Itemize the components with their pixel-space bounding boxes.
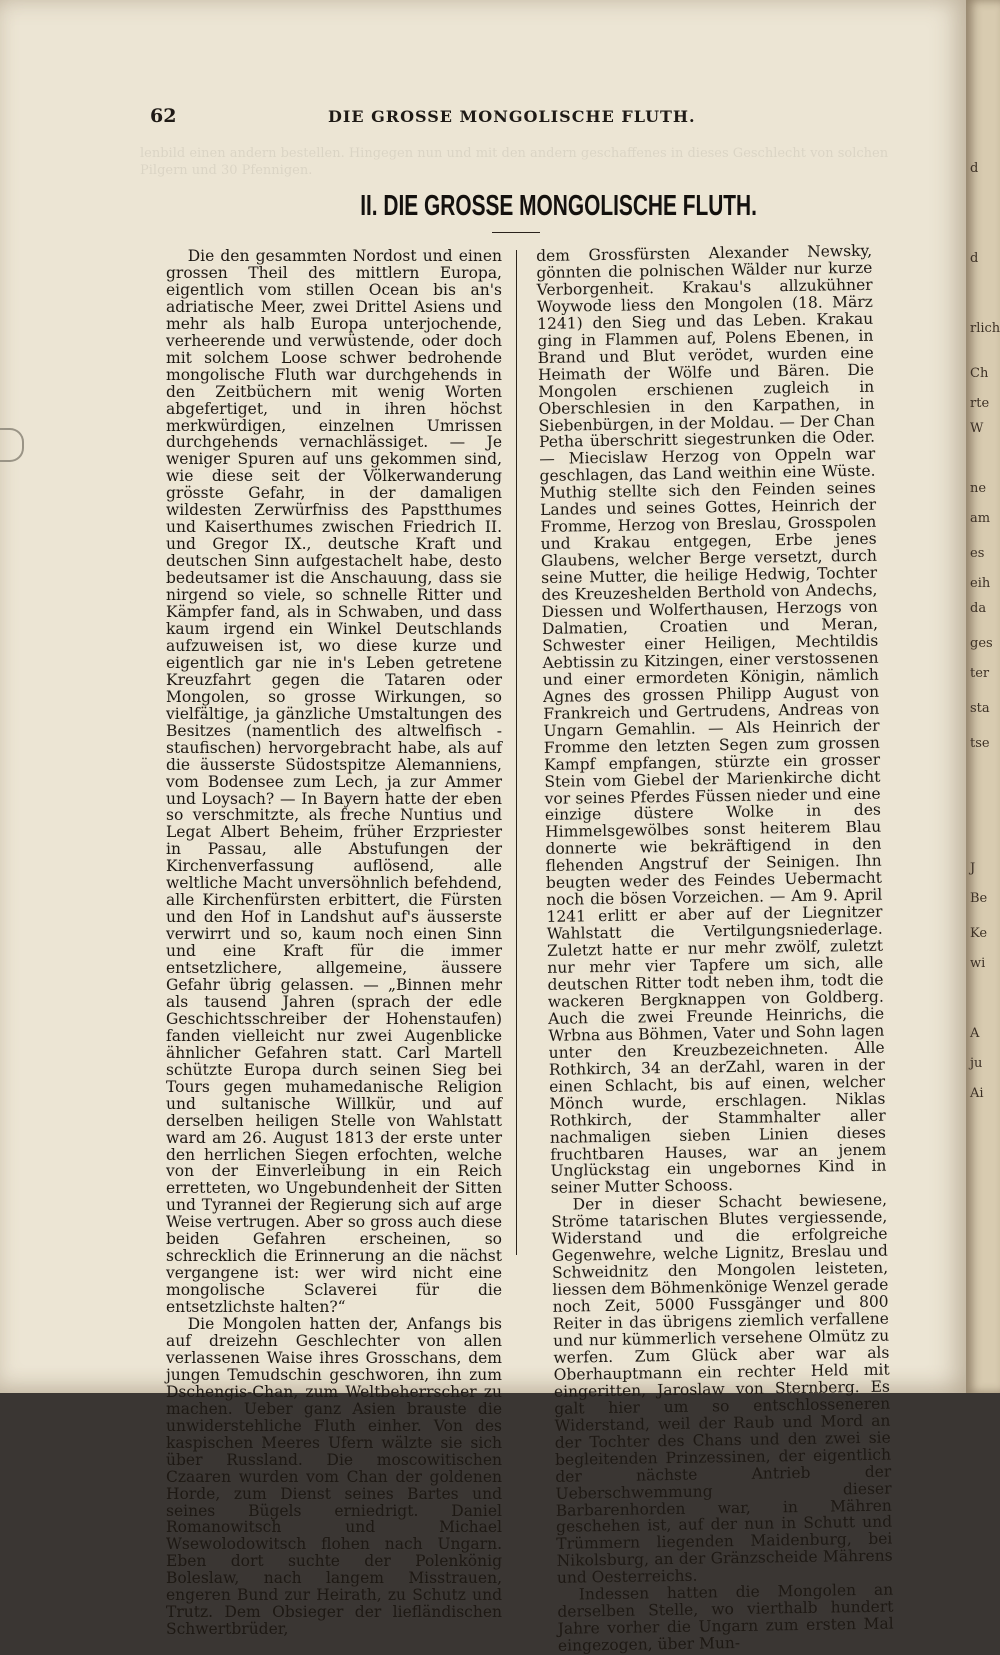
title-rule [492,232,540,233]
binding-clip-shadow [0,428,24,462]
paragraph: Indessen hatten die Mongolen an derselben Stelle, wo vierthalb hundert Jahre vorher die Ungarn zum ersten Mal eingezogen, über Mun- [557,1580,894,1655]
paragraph: dem Grossfürsten Alexander Newsky, gönnten die polnischen Wälder nur kurze Verborgenheit. Krakau's allzukühner Woywode liess den Mongolen (18. März 1241) den Sieg und das Leben. Krakau ging in Flammen auf, Polens Ebenen, in Brand und Blut verödet, wurden eine Heimath der Wölfe und Bären. Die Mongolen erschienen zugleich in Oberschlesien in den Karpathen, in Siebenbürgen, in der Moldau. — Der Chan Petha überschritt siegestrunken die Oder. — Miecislaw Herzog von Oppeln war geschlagen, das Land weithin eine Wüste. Muthig stellte sich den Feinden seines Landes und seines Gottes, Heinrich der Fromme, Herzog von Breslau, Grosspolen und Krakau entgegen, Erbe jenes Glaubens, welcher Berge versetzt, durch seine Mutter, die heilige Hedwig, Tochter des Kreuzeshelden Berthold von Andechs, Diessen und Wolferthausen, Herzogs von Dalmatien, Croatien und Meran, Schwester einer Heiligen, Mechtildis Aebtissin zu Kitzingen, einer verstossenen und einer ermordeten Königin, nämlich Agnes des grossen Philipp August von Frankreich und Gertrudens, Andreas von Ungarn Gemahlin. — Als Heinrich der Fromme den letzten Segen zum grossen Kampf empfangen, stürzte ein grosser Stein vom Giebel der Marienkirche dicht vor seines Pferdes Füssen nieder und eine einzige düstere Wolke in des Himmelsgewölbes sonst heiterem Blau donnerte wie bekräftigend in den flehenden Angstruf der Seinigen. Ihn beugten weder des Feindes Uebermacht noch die bösen Vorzeichen. — Am 9. April 1241 erlitt er aber auf der Liegnitzer Wahlstatt die Vertilgungsniederlage. Zuletzt hatte er nur mehr zwölf, zuletzt nur mehr vier Tapfere um sich, alle deutschen Ritter todt neben ihm, todt die wackeren Bergknappen von Goldberg. Auch die zwei Freunde Heinrichs, die Wrbna aus Böhmen, Vater und Sohn lagen unter den Kreuzbezeichneten. Alle Rothkirch, 34 an derZahl, waren in der einen Schlacht, bis auf einen, welcher Mönch wurde, erschlagen. Niklas Rothkirch, der Stammhalter aller nachmaligen sieben Linien dieses fruchtbaren Hauses, war an jenem Unglückstag ein ungebornes Kind in seiner Mutter Schooss. [535,241,887,1198]
edge-fragment: Ke [970,926,988,941]
edge-fragment: Ai [970,1086,984,1101]
chapter-title: II. DIE GROSSE MONGOLISCHE FLUTH. [360,190,757,222]
edge-fragment: A [970,1026,980,1041]
paragraph: Der in dieser Schacht bewiesene, Ströme tatarischen Blutes vergiessende, Widerstand und die erfolgreiche Gegenwehre, welche Lignitz, Breslau und Schweidnitz den Mongolen leisteten, liessen dem Böhmenkönige Wenzel gerade noch Zeit, 5000 Fussgänger und 800 Reiter in das übrigens ziemlich verfallene und nur kümmerlich versehene Olmütz zu werfen. Zum Glück aber war als Oberhauptmann ein rechter Held mit eingeritten, Jaroslaw von Sternberg. Es galt hier um so entschlosseneren Widerstand, weil der Raub und Mord an der Tochter des Chans und den zwei sie begleitenden Prinzessinen, der eigentlich der nächste Antrieb der Ueberschwemmung dieser Barbarenhorden war, in Mähren geschehen ist, auf der nun in Schutt und Trümmern liegenden Maidenburg, bei Nikolsburg, an der Gränzscheide Mährens und Oesterreichs. [551,1190,893,1588]
edge-fragment: eih [970,576,991,591]
edge-fragment: d [970,161,979,176]
edge-fragment: Be [970,891,988,906]
edge-fragment: tse [970,736,990,751]
edge-fragment: d [970,251,979,266]
edge-fragment: da [970,601,987,616]
edge-fragment: ges [970,636,993,651]
edge-fragment: sta [970,701,990,716]
edge-fragment: W [970,421,984,436]
adjacent-page-edge [966,0,1000,1393]
paragraph: Die den gesammten Nordost und einen grossen Theil des mittlern Europa, eigentlich vom stillen Ocean bis an's adriatische Meer, zwei Drittel Asiens und mehr als halb Europa unterjochende, verheerende und verwüstende, oder doch mit solchem Loose schwer bedrohende mongolische Fluth war durchgehends in den Zeitbüchern mit wenig Worten abgefertiget, und in ihren höchst merkwürdigen, einzelnen Umrissen durchgehends vernachlässiget. — Je weniger Spuren auf uns gekommen sind, wie diese seit der Völkerwanderung grösste Gefahr, in der damaligen wildesten Zerwürfniss des Papstthumes und Kaiserthumes zwischen Friedrich II. und Gregor IX., deutsche Kraft und deutschen Sinn aufgestachelt habe, desto bedeutsamer ist die Anschauung, dass sie nirgend so viele, so schnelle Ritter und Kämpfer fand, als in Schwaben, und dass kaum irgend ein Winkel Deutschlands aufzuweisen ist, wo diese kurze und eigentlich gar nie in's Leben getretene Kreuzfahrt gegen die Tataren oder Mongolen, so grosse Wirkungen, so vielfältige, ja gänzliche Umstaltungen des Besitzes (namentlich des altwelfisch - staufischen) hervorgebracht habe, als auf die äusserste Südostspitze Alemanniens, vom Bodensee zum Lech, ja zur Ammer und Loysach? — In Bayern hatte der eben so verschmitzte, als freche Nuntius und Legat Albert Beheim, früher Erzpriester in Passau, alle Abstufungen der Kirchenverfassung auflösend, alle weltliche Macht unversöhnlich befehdend, alle Kirchenfürsten erbittert, die Fürsten und den Hof in Landshut auf's äusserste verwirrt und so, kaum noch einen Sinn und eine Kraft für die immer entsetzlichere, allgemeine, äussere Gefahr übrig gelassen. — „Binnen mehr als tausend Jahren (sprach der edle Geschichtsschreiber der Hohenstaufen) fanden vielleicht nur zwei Augenblicke ähnlicher Gefahren statt. Carl Martell schützte Europa durch seinen Sieg bei Tours gegen muhamedanische Religion und sultanische Willkür, und auf derselben heiligen Stelle von Wahlstatt ward am 26. August 1813 der erste unter den herrlichen Siegen erfochten, welche von der Einverleibung in ein Reich erretteten, wo Ungebundenheit der Sitten und Tyrannei der Regierung sich auf arge Weise vertrugen. Aber so gross auch diese beiden Gefahren erscheinen, so schrecklich die Erinnerung an die nächst vergangene ist: wer wird nicht eine mongolische Sclaverei für die entsetzlichste halten?“ [166,247,502,1317]
page-number: 62 [150,105,177,127]
edge-fragment: Ch [970,366,989,381]
edge-fragment: es [970,546,985,561]
right-column [536,243,894,1655]
bleed-through-text: lenbild einen andern bestellen. Hingegen nun und mit den andern geschaffenes in dieses Geschlecht von solchen Pilgern und 30 Pfennigen. [140,146,889,178]
edge-fragment: am [970,511,991,526]
left-column [166,248,502,1638]
paragraph: Die Mongolen hatten der, Anfangs bis auf dreizehn Geschlechter von allen verlassenen Waise ihres Grosschans, dem jungen Temudschin geschworen, ihn zum Dschengis-Chan, zum Weltbeherrscher zu machen. Ueber ganz Asien brauste die unwiderstehliche Fluth einher. Von des kaspischen Meeres Ufern wälzte sie sich über Russland. Die moscowitischen Czaaren wurden vom Chan der goldenen Horde, zum Dienst seines Bartes und seines Bügels erniedrigt. Daniel Romanowitsch und Michael Wsewolodowitsch flohen nach Ungarn. Eben dort suchte der Polenkönig Boleslaw, nach langem Misstrauen, engeren Bund zur Heirath, zu Schutz und Trutz. Dem Obsieger der liefländischen Schwertbrüder, [166,1315,502,1639]
column-divider [516,250,517,1255]
edge-fragment: J [970,861,976,876]
edge-fragment: rte [970,396,990,411]
edge-fragment: ju [970,1056,983,1071]
edge-fragment: wi [970,956,986,971]
edge-fragment: ne [970,481,987,496]
edge-fragment: ter [970,666,990,681]
running-title: DIE GROSSE MONGOLISCHE FLUTH. [328,107,696,126]
running-header [150,105,696,129]
edge-fragment: rlich [970,321,1000,336]
